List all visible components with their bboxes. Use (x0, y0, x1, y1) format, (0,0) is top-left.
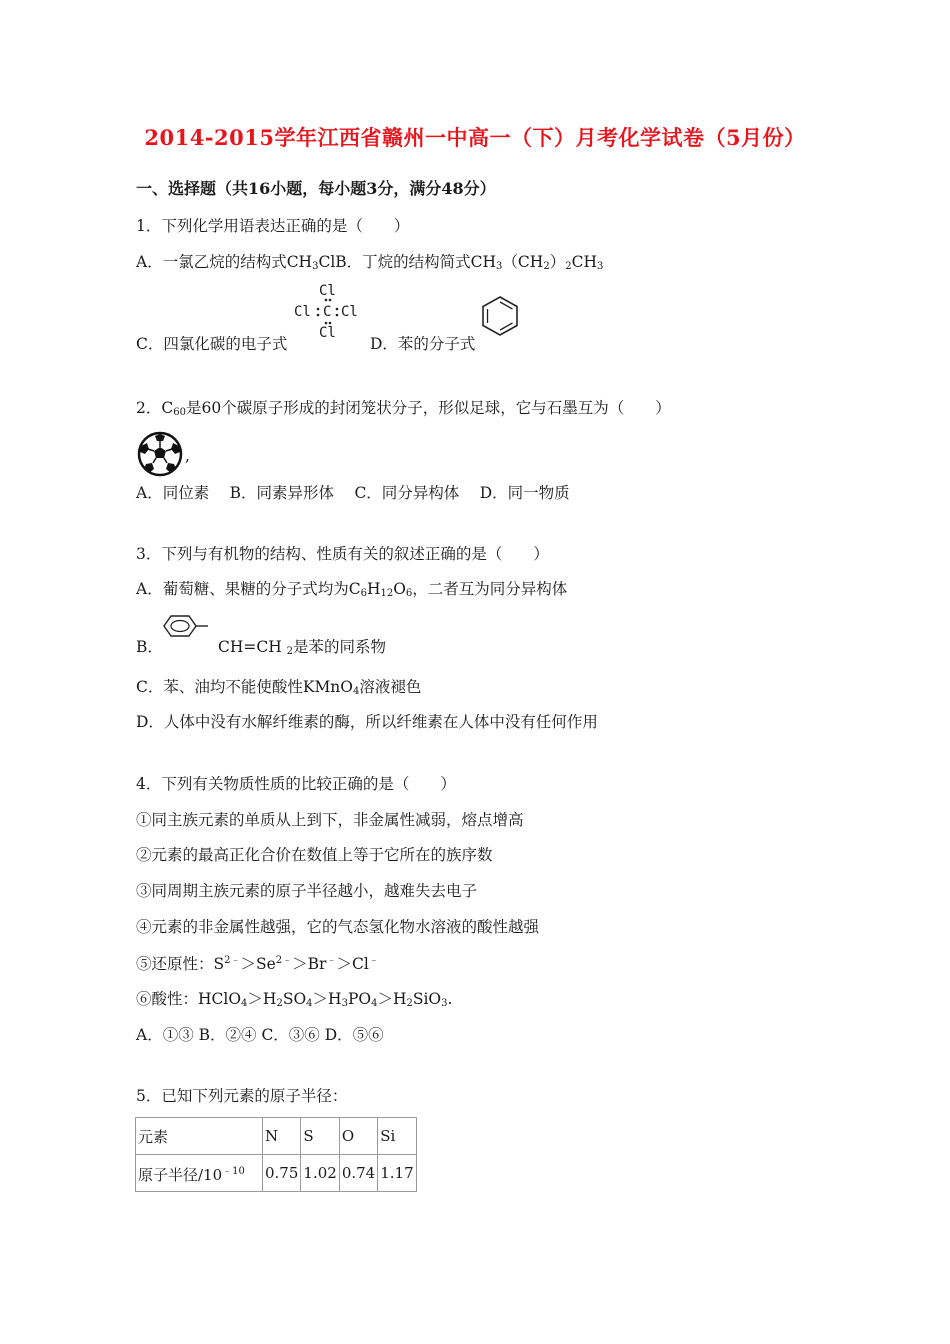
q3-option-d: D．人体中没有水解纤维素的酶，所以纤维素在人体中没有任何作用 (136, 713, 598, 731)
q3-stem: 3．下列与有机物的结构、性质有关的叙述正确的是（ ） (136, 545, 549, 563)
section-heading: 一、选择题（共16小题，每小题3分，满分48分） (136, 179, 496, 198)
q4-options: A．①③ B．②④ C．③⑥ D．⑤⑥ (136, 1026, 384, 1044)
cl-right: Cl (341, 304, 358, 320)
cl-top: Cl (319, 283, 336, 299)
q4-statement-2: ②元素的最高正化合价在数值上等于它所在的族序数 (136, 846, 493, 864)
atomic-radius-table (135, 1117, 417, 1192)
table-row (136, 1118, 417, 1155)
q4-statement-3: ③同周期主族元素的原子半径越小，越难失去电子 (136, 882, 478, 900)
table-cell: 1.17 (378, 1155, 416, 1192)
benzene-ring-icon (480, 295, 520, 337)
q4-stem: 4．下列有关物质性质的比较正确的是（ ） (136, 775, 456, 793)
electron-dots (294, 283, 364, 341)
table-cell: 1.02 (301, 1155, 339, 1192)
cl-left: Cl (294, 304, 311, 320)
table-cell: 0.75 (263, 1155, 301, 1192)
q4-statement-6: ⑥酸性：$HClO_4>H_2SO_4>H_3PO_4>H_2SiO_3$. (136, 990, 453, 1009)
soccer-ball-icon (136, 431, 186, 477)
table-cell: S (301, 1118, 339, 1155)
q4-statement-4: ④元素的非金属性越强，它的气态氢化物水溶液的酸性越强 (136, 918, 540, 936)
q4-statement-5: ⑤还原性：$S^{2﹣}>Se^{2﹣}>Br^﹣>Cl^﹣$ (136, 955, 379, 973)
q3-option-a: A．葡萄糖、果糖的分子式均为$C_6H_{12}O_6$，二者互为同分异构体 (136, 580, 568, 599)
q1-options-ab: A．一氯乙烷的结构式$CH_3ClB$．丁烷的结构简式$CH_3(CH_2)_2CH_3$ (136, 253, 604, 272)
q1-option-d: D．苯的分子式 (370, 335, 476, 353)
q4-statement-1: ①同主族元素的单质从上到下，非金属性减弱，熔点增高 (136, 811, 524, 829)
q2-stem: 2．$C_{60}$是60个碳原子形成的封闭笼状分子，形似足球，它与石墨互为（ ） (136, 399, 671, 418)
table-cell: O (339, 1118, 377, 1155)
table-cell: Si (378, 1118, 416, 1155)
q2-comma: , (185, 447, 190, 465)
q3-option-c: C．苯、油均不能使酸性KMnO$_4$溶液褪色 (136, 678, 422, 697)
table-cell: 0.74 (339, 1155, 377, 1192)
q3-option-b: CH=CH $_2$是苯的同系物 (218, 638, 387, 657)
table-cell: 元素 (136, 1118, 263, 1155)
q3-option-b-label: B． (136, 638, 163, 656)
c-center: C (323, 304, 332, 320)
table-row (136, 1155, 417, 1192)
q2-options: A．同位素 B．同素异形体 C．同分异构体 D．同一物质 (136, 484, 570, 502)
table-cell: N (263, 1118, 301, 1155)
q1-option-c: C．四氯化碳的电子式 (136, 335, 288, 353)
q5-stem: 5．已知下列元素的原子半径： (136, 1087, 348, 1105)
cl-bottom: Cl (319, 325, 336, 341)
q1-stem: 1．下列化学用语表达正确的是（ ） (136, 217, 410, 235)
table-cell: 原子半径$/10^{﹣10}$ (136, 1155, 263, 1192)
styrene-ring-icon (163, 612, 209, 640)
page-title: 2014-2015学年江西省赣州一中高一（下）月考化学试卷（5月份） (144, 125, 806, 150)
ccl4-electron-formula (294, 283, 364, 341)
